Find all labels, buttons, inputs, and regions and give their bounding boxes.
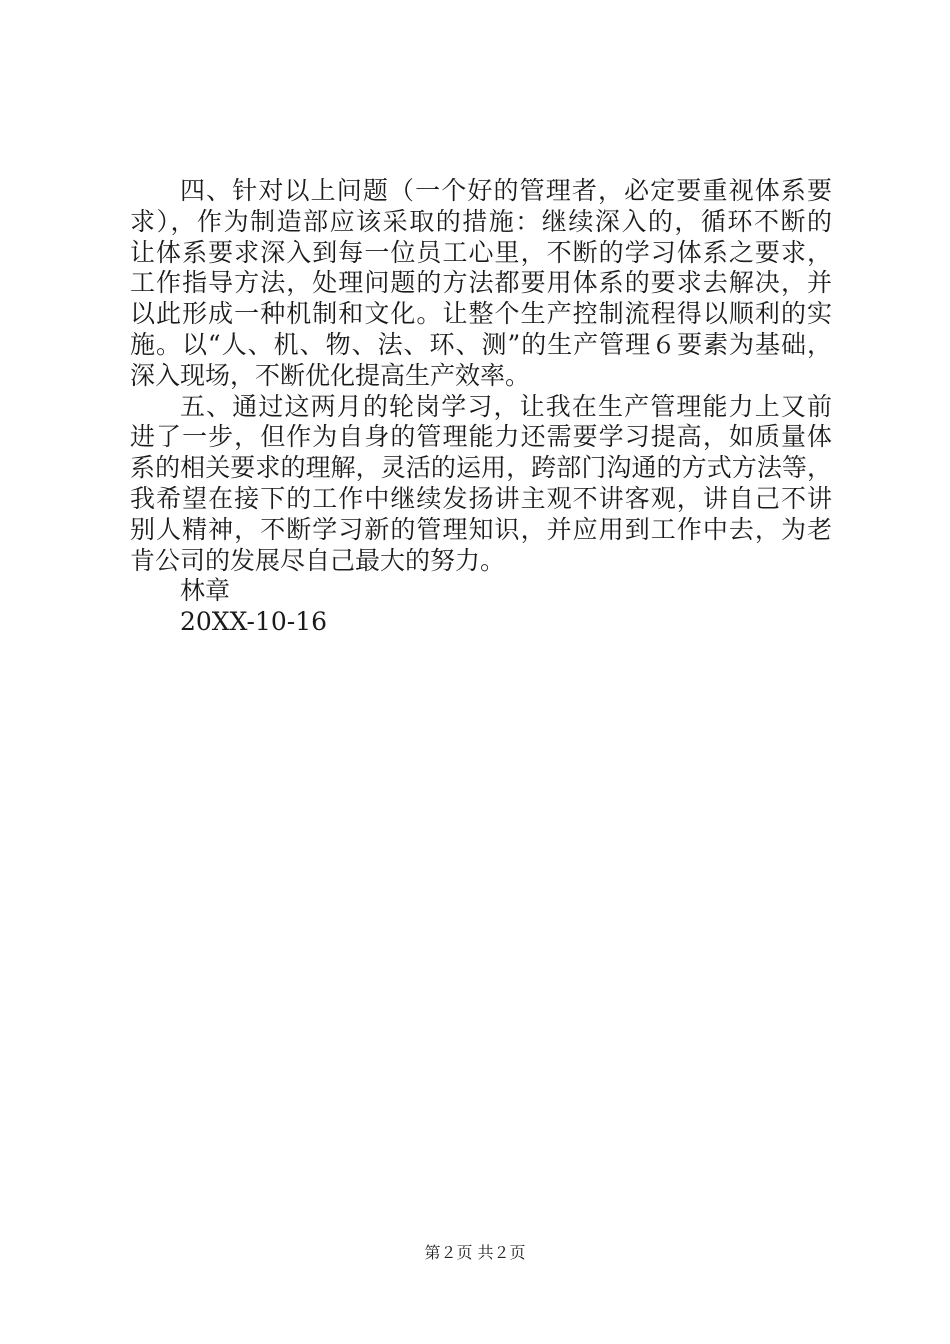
document-date: 20XX-10-16 <box>180 607 328 637</box>
paragraph-5-line-6: 肯公司的发展尽自己最大的努力。 <box>130 545 506 575</box>
paragraph-4-line-6: 施。以“人、机、物、法、环、测”的生产管理６要素为基础， <box>130 329 832 359</box>
paragraph-4-line-7: 深入现场，不断优化提高生产效率。 <box>130 360 531 390</box>
paragraph-5-line-1: 五、通过这两月的轮岗学习，让我在生产管理能力上又前 <box>180 391 832 421</box>
paragraph-5-line-3: 系的相关要求的理解，灵活的运用，跨部门沟通的方式方法等， <box>130 453 832 483</box>
paragraph-4-line-1: 四、针对以上问题（一个好的管理者，必定要重视体系要 <box>180 176 832 205</box>
paragraph-4-line-5: 以此形成一种机制和文化。让整个生产控制流程得以顺利的实 <box>130 299 832 329</box>
document-body <box>130 176 832 638</box>
paragraph-5-line-2: 进了一步，但作为自身的管理能力还需要学习提高，如质量体 <box>130 422 832 452</box>
paragraph-5-line-5: 别人精神，不断学习新的管理知识，并应用到工作中去，为老 <box>130 514 832 544</box>
page-footer: 第２页 共２页 <box>424 1243 526 1262</box>
paragraph-4-line-3: 让体系要求深入到每一位员工心里，不断的学习体系之要求， <box>130 237 832 267</box>
author-signature: 林章 <box>180 576 231 606</box>
paragraph-4-line-2: 求），作为制造部应该采取的措施：继续深入的，循环不断的 <box>130 206 832 236</box>
paragraph-4-line-4: 工作指导方法，处理问题的方法都要用体系的要求去解决，并 <box>130 268 832 298</box>
paragraph-5-line-4: 我希望在接下的工作中继续发扬讲主观不讲客观，讲自己不讲 <box>130 483 832 513</box>
